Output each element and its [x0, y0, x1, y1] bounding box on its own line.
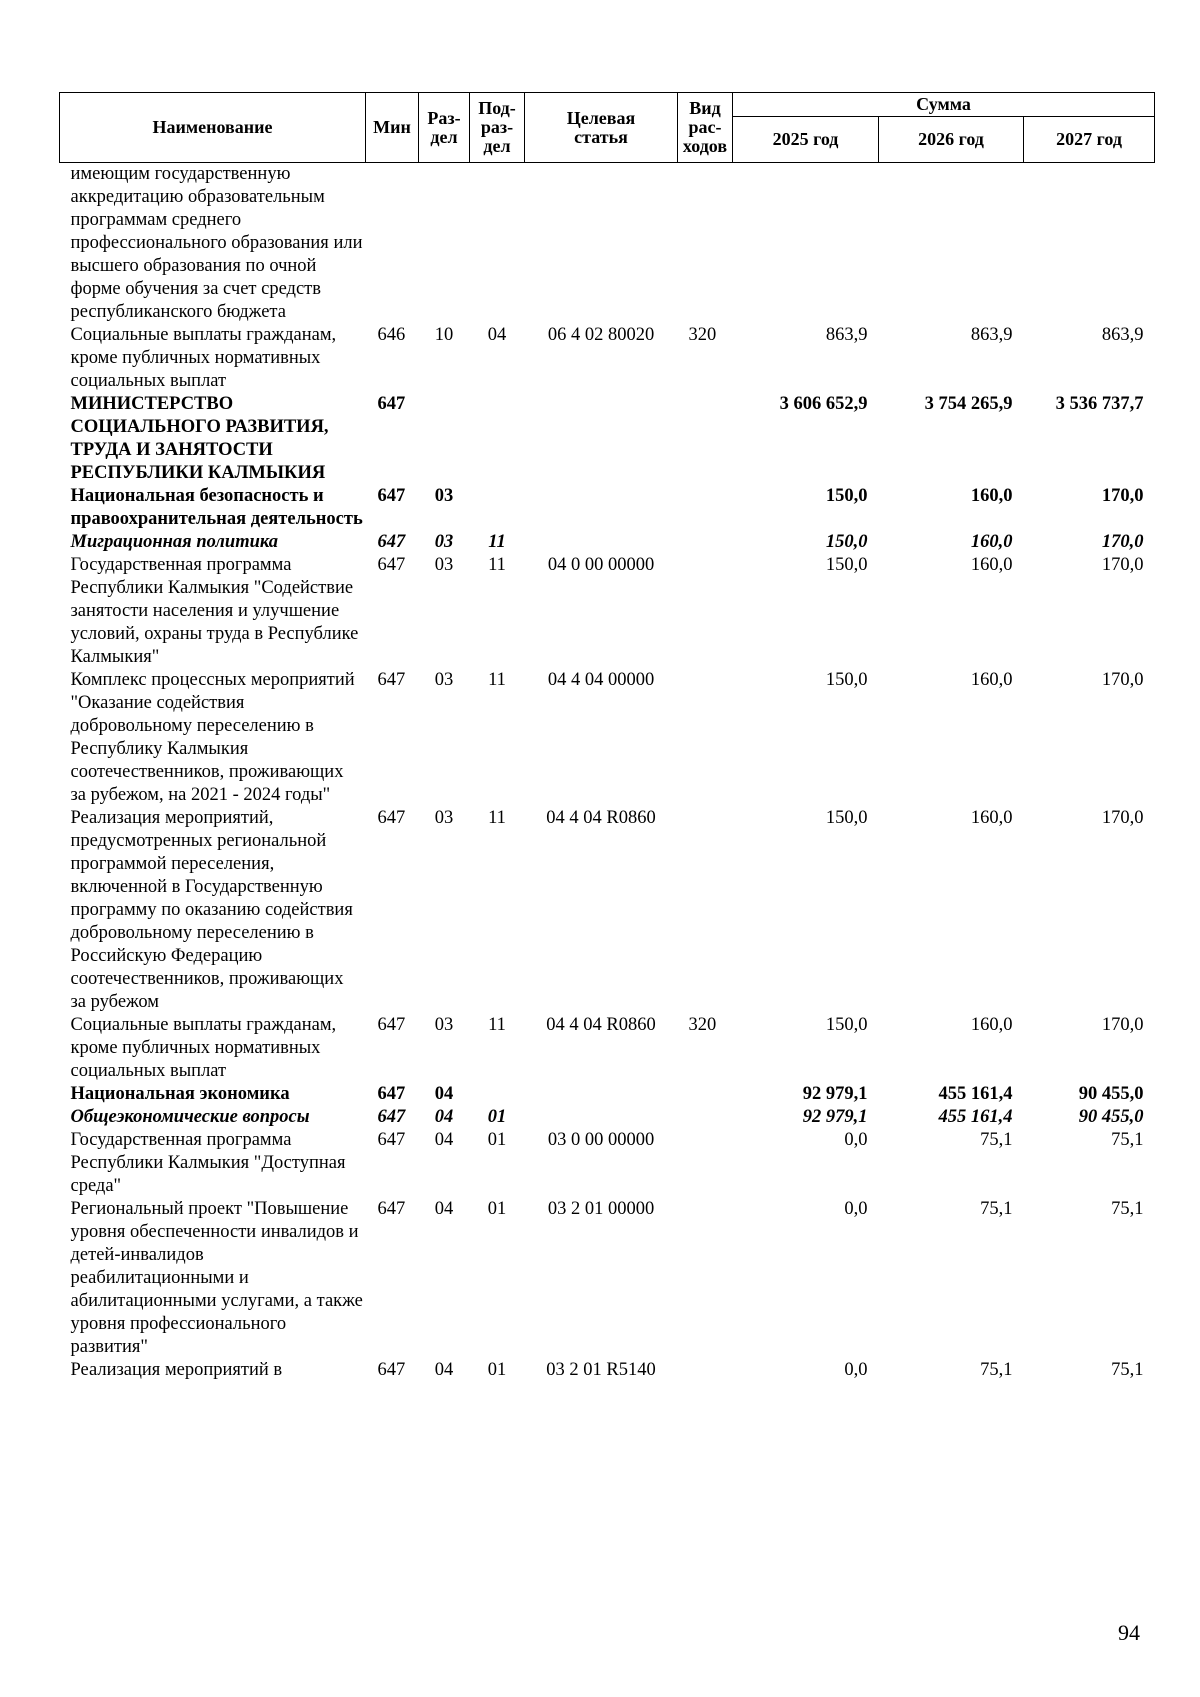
row-vid-rashodov — [678, 531, 733, 554]
row-amount-2027: 170,0 — [1101, 1015, 1144, 1035]
header-min: Мин — [366, 93, 419, 163]
table-row — [60, 669, 1155, 807]
row-vid-rashodov — [678, 1106, 733, 1129]
row-name: Государственная программа Республики Калмыкия "Доступная среда" — [70, 1130, 346, 1196]
row-vid-rashodov: 320 — [688, 1015, 717, 1035]
table-row — [60, 531, 1155, 554]
row-celevaya-statya — [525, 393, 678, 485]
row-amount-2025: 150,0 — [825, 808, 868, 828]
row-name: Миграционная политика — [70, 532, 279, 552]
row-amount-2027: 75,1 — [1111, 1199, 1144, 1219]
row-amount-2027: 170,0 — [1101, 532, 1144, 552]
row-vid-rashodov: 320 — [688, 325, 717, 345]
row-amount-2025: 863,9 — [825, 325, 868, 345]
row-amount-2025: 150,0 — [825, 555, 868, 575]
row-vid-rashodov — [678, 554, 733, 669]
row-amount-2026: 160,0 — [970, 486, 1013, 506]
row-amount-2026: 75,1 — [980, 1199, 1013, 1219]
row-razdel: 04 — [434, 1199, 454, 1219]
row-podrazdel: 01 — [487, 1199, 507, 1219]
row-razdel: 10 — [434, 325, 454, 345]
row-razdel: 04 — [434, 1130, 454, 1150]
row-celevaya-statya: 06 4 02 80020 — [547, 325, 655, 345]
row-amount-2027: 75,1 — [1111, 1130, 1144, 1150]
row-min: 647 — [377, 1015, 406, 1035]
row-amount-2025: 150,0 — [825, 486, 868, 506]
row-amount-2026: 455 161,4 — [938, 1107, 1013, 1127]
header-razdel: Раз- дел — [419, 93, 470, 163]
page-number: 94 — [1118, 1620, 1140, 1645]
row-podrazdel: 01 — [487, 1360, 507, 1380]
row-podrazdel — [470, 1083, 525, 1106]
row-amount-2026: 75,1 — [980, 1360, 1013, 1380]
header-vid-rashodov: Вид рас- ходов — [678, 93, 733, 163]
row-celevaya-statya — [525, 531, 678, 554]
row-name: Комплекс процессных мероприятий "Оказание содействия добровольному переселению в Республику Калмыкия соотечественников, проживающих за рубежом, на 2021 - 2024 годы" — [70, 670, 355, 805]
row-min: 647 — [377, 532, 406, 552]
row-razdel: 03 — [434, 808, 454, 828]
row-amount-2027: 170,0 — [1101, 670, 1144, 690]
row-amount-2027: 90 455,0 — [1078, 1084, 1144, 1104]
row-podrazdel — [470, 163, 525, 325]
row-min: 647 — [377, 555, 406, 575]
row-celevaya-statya: 03 2 01 00000 — [547, 1199, 655, 1219]
row-amount-2026: 160,0 — [970, 1015, 1013, 1035]
row-celevaya-statya — [525, 485, 678, 531]
row-amount-2025: 92 979,1 — [802, 1084, 868, 1104]
row-celevaya-statya: 03 2 01 R5140 — [546, 1360, 656, 1380]
row-min: 647 — [377, 808, 406, 828]
row-name: Реализация мероприятий в — [70, 1360, 283, 1380]
row-amount-2027: 90 455,0 — [1078, 1107, 1144, 1127]
table-header — [60, 93, 1155, 163]
row-vid-rashodov — [678, 393, 733, 485]
table-row — [60, 554, 1155, 669]
row-vid-rashodov — [678, 669, 733, 807]
row-amount-2025: 92 979,1 — [802, 1107, 868, 1127]
row-amount-2025: 150,0 — [825, 532, 868, 552]
table-row — [60, 1359, 1155, 1382]
row-podrazdel — [470, 393, 525, 485]
row-amount-2027: 170,0 — [1101, 808, 1144, 828]
row-vid-rashodov — [678, 1083, 733, 1106]
row-min: 647 — [377, 1130, 406, 1150]
row-amount-2025: 0,0 — [844, 1199, 868, 1219]
table-row — [60, 1014, 1155, 1083]
row-amount-2027: 170,0 — [1101, 555, 1144, 575]
row-name: Общеэкономические вопросы — [70, 1107, 310, 1127]
row-vid-rashodov — [678, 1129, 733, 1198]
row-vid-rashodov — [678, 1198, 733, 1359]
row-name: Национальная безопасность и правоохранительная деятельность — [70, 486, 363, 529]
row-min — [366, 163, 419, 325]
row-amount-2027: 170,0 — [1101, 486, 1144, 506]
row-amount-2026: 160,0 — [970, 555, 1013, 575]
row-amount-2026: 863,9 — [970, 325, 1013, 345]
table-row — [60, 1083, 1155, 1106]
row-amount-2027: 863,9 — [1101, 325, 1144, 345]
row-podrazdel: 01 — [487, 1107, 507, 1127]
row-celevaya-statya — [525, 1083, 678, 1106]
table-row — [60, 324, 1155, 393]
row-celevaya-statya: 04 4 04 00000 — [547, 670, 655, 690]
row-razdel: 03 — [434, 486, 454, 506]
row-podrazdel: 11 — [488, 808, 506, 828]
row-vid-rashodov — [678, 163, 733, 325]
row-celevaya-statya: 03 0 00 00000 — [547, 1130, 655, 1150]
row-razdel: 04 — [434, 1360, 454, 1380]
row-razdel — [419, 163, 470, 325]
row-celevaya-statya — [525, 163, 678, 325]
row-name: имеющим государственную аккредитацию образовательным программам среднего профессионального образования или высшего образования по очной форме обучения за счет средств республиканского бюджета — [70, 164, 363, 322]
row-podrazdel — [470, 485, 525, 531]
row-celevaya-statya — [525, 1106, 678, 1129]
row-min: 647 — [377, 670, 406, 690]
row-min: 647 — [377, 1107, 406, 1127]
row-min: 647 — [377, 1084, 406, 1104]
row-amount-2027 — [1024, 163, 1155, 325]
row-amount-2026: 160,0 — [970, 808, 1013, 828]
row-amount-2025: 150,0 — [825, 670, 868, 690]
row-razdel — [419, 393, 470, 485]
row-name: МИНИСТЕРСТВО СОЦИАЛЬНОГО РАЗВИТИЯ, ТРУДА И ЗАНЯТОСТИ РЕСПУБЛИКИ КАЛМЫКИЯ — [70, 394, 329, 483]
row-amount-2026: 3 754 265,9 — [924, 394, 1013, 414]
row-name: Социальные выплаты гражданам, кроме публичных нормативных социальных выплат — [70, 1015, 337, 1081]
header-2025: 2025 год — [733, 117, 879, 163]
table-row — [60, 1129, 1155, 1198]
row-celevaya-statya: 04 0 00 00000 — [547, 555, 655, 575]
row-podrazdel: 11 — [488, 670, 506, 690]
row-vid-rashodov — [678, 1359, 733, 1382]
table-row — [60, 393, 1155, 485]
table-row — [60, 807, 1155, 1014]
row-amount-2025: 0,0 — [844, 1130, 868, 1150]
row-amount-2027: 75,1 — [1111, 1360, 1144, 1380]
row-amount-2025: 0,0 — [844, 1360, 868, 1380]
header-celevaya-statya: Целевая статья — [525, 93, 678, 163]
row-celevaya-statya: 04 4 04 R0860 — [546, 808, 656, 828]
row-amount-2027: 3 536 737,7 — [1055, 394, 1144, 414]
row-min: 647 — [377, 486, 406, 506]
row-amount-2026: 75,1 — [980, 1130, 1013, 1150]
row-name: Государственная программа Республики Калмыкия "Содействие занятости населения и улучшение условий, охраны труда в Республике Калмыкия" — [70, 555, 359, 667]
row-razdel: 03 — [434, 532, 454, 552]
row-amount-2026: 160,0 — [970, 532, 1013, 552]
table-row — [60, 485, 1155, 531]
table-row — [60, 163, 1155, 325]
table-row — [60, 1198, 1155, 1359]
row-podrazdel: 11 — [488, 532, 506, 552]
budget-table — [59, 92, 1155, 1382]
row-amount-2025: 150,0 — [825, 1015, 868, 1035]
row-razdel: 04 — [434, 1107, 454, 1127]
table-row — [60, 1106, 1155, 1129]
row-razdel: 03 — [434, 670, 454, 690]
row-name: Социальные выплаты гражданам, кроме публичных нормативных социальных выплат — [70, 325, 337, 391]
row-min: 647 — [377, 394, 406, 414]
row-vid-rashodov — [678, 807, 733, 1014]
header-podrazdel: Под- раз- дел — [470, 93, 525, 163]
row-min: 646 — [377, 325, 406, 345]
row-name: Региональный проект "Повышение уровня обеспеченности инвалидов и детей-инвалидов реабилитационными и абилитационными услугами, а также уровня профессионального развития" — [70, 1199, 363, 1357]
row-podrazdel: 11 — [488, 555, 506, 575]
row-name: Национальная экономика — [70, 1084, 290, 1104]
row-amount-2026 — [879, 163, 1024, 325]
row-name: Реализация мероприятий, предусмотренных региональной программой переселения, включенной в Государственную программу по оказанию содействия добровольному переселению в Российскую Федерацию соотечественников, проживающих за рубежом — [70, 808, 353, 1012]
header-summa: Сумма — [733, 93, 1155, 117]
row-vid-rashodov — [678, 485, 733, 531]
row-razdel: 04 — [434, 1084, 454, 1104]
header-name: Наименование — [60, 93, 366, 163]
row-razdel: 03 — [434, 1015, 454, 1035]
row-podrazdel: 04 — [487, 325, 507, 345]
row-min: 647 — [377, 1199, 406, 1219]
row-amount-2026: 455 161,4 — [938, 1084, 1013, 1104]
header-2027: 2027 год — [1024, 117, 1155, 163]
row-razdel: 03 — [434, 555, 454, 575]
table-body — [60, 163, 1155, 1383]
row-amount-2025 — [733, 163, 879, 325]
header-2026: 2026 год — [879, 117, 1024, 163]
row-podrazdel: 11 — [488, 1015, 506, 1035]
row-celevaya-statya: 04 4 04 R0860 — [546, 1015, 656, 1035]
row-podrazdel: 01 — [487, 1130, 507, 1150]
row-amount-2026: 160,0 — [970, 670, 1013, 690]
row-amount-2025: 3 606 652,9 — [779, 394, 868, 414]
row-min: 647 — [377, 1360, 406, 1380]
